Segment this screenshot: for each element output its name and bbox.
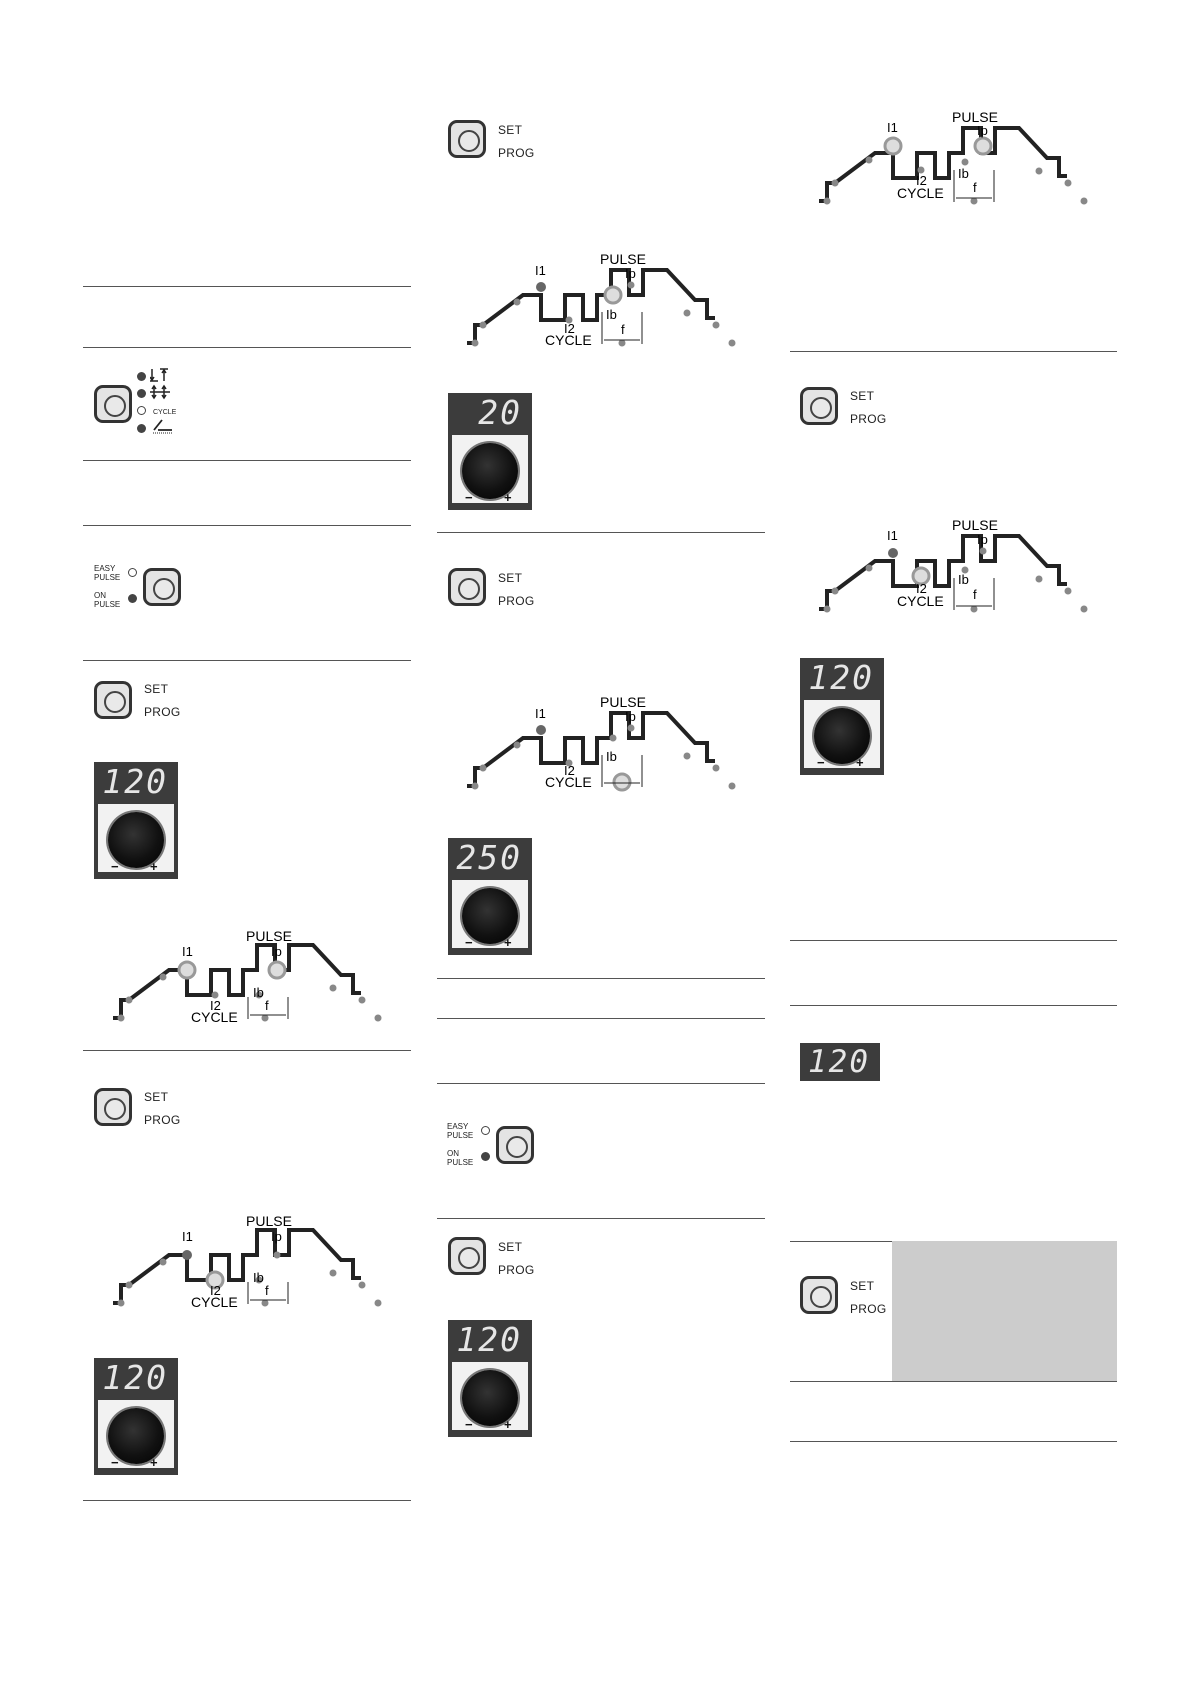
wave-label-ip: Ip [271,1229,282,1244]
set-label: SET [144,682,169,696]
wave-label-f: f [973,180,977,195]
prog-label: PROG [850,412,887,426]
waveform-diagram [814,108,1099,213]
prog-label: PROG [498,1263,535,1277]
digital-display: 250 [448,838,532,878]
trigger-2t-icon [150,367,174,383]
wave-label-i2: I2 [210,1283,221,1298]
set-prog-button[interactable] [448,1237,486,1275]
spot-weld-icon [150,418,174,434]
on-pulse-led [481,1152,490,1161]
pulse-mode-button[interactable] [143,568,181,606]
wave-label-cycle: CYCLE [191,1009,238,1025]
divider [83,286,411,287]
divider [437,1018,765,1019]
wave-label-i2: I2 [564,763,575,778]
digital-display: 120 [800,1043,880,1081]
divider [790,1005,1117,1006]
set-prog-button[interactable] [800,387,838,425]
wave-label-cycle: CYCLE [897,593,944,609]
easy-pulse-label: EASY PULSE [447,1122,474,1140]
minus-label: − [111,1455,119,1470]
point-i1 [885,138,901,154]
on-pulse-led [128,594,137,603]
point-ip [975,138,991,154]
divider [790,351,1117,352]
wave-label-i1: I1 [535,706,546,721]
plus-label: + [504,1417,512,1432]
wave-label-i1: I1 [182,944,193,959]
set-label: SET [850,389,875,403]
divider [83,525,411,526]
mode-led-2t [137,372,146,381]
wave-label-f: f [621,322,625,337]
waveform-diagram [462,693,747,798]
divider [790,940,1117,941]
divider [437,978,765,979]
wave-label-i1: I1 [182,1229,193,1244]
plus-label: + [150,1455,158,1470]
point-i1 [179,962,195,978]
note-box [892,1241,1117,1381]
wave-label-ib: Ib [253,985,264,1000]
prog-label: PROG [850,1302,887,1316]
mode-led-spot [137,424,146,433]
minus-label: − [465,1417,473,1432]
wave-label-ib: Ib [253,1270,264,1285]
plus-label: + [856,755,864,770]
wave-label-pulse: PULSE [952,109,998,125]
wave-label-ib: Ib [958,166,969,181]
digital-display: 120 [448,1320,532,1360]
divider [437,532,765,533]
wave-label-f: f [265,998,269,1013]
divider [83,660,411,661]
divider [83,347,411,348]
wave-label-i2: I2 [564,321,575,336]
set-label: SET [144,1090,169,1104]
on-pulse-label: ON PULSE [94,591,121,609]
wave-label-pulse: PULSE [952,517,998,533]
wave-label-pulse: PULSE [246,928,292,944]
easy-pulse-led [128,568,137,577]
divider [83,1050,411,1051]
wave-label-ip: Ip [625,709,636,724]
wave-label-pulse: PULSE [246,1213,292,1229]
wave-label-i2: I2 [916,581,927,596]
wave-label-cycle: CYCLE [191,1294,238,1310]
wave-label-ip: Ip [977,532,988,547]
digital-display: 20 [448,393,532,433]
wave-label-i1: I1 [887,120,898,135]
wave-label-f: f [265,1283,269,1298]
prog-label: PROG [144,1113,181,1127]
point-i1 [182,1250,192,1260]
wave-label-ip: Ip [977,123,988,138]
wave-label-i1: I1 [535,263,546,278]
wave-label-ib: Ib [606,307,617,322]
digital-display: 120 [94,1358,178,1398]
prog-label: PROG [498,594,535,608]
minus-label: − [111,859,119,874]
divider [83,1500,411,1501]
wave-label-pulse: PULSE [600,251,646,267]
wave-label-f: f [973,587,977,602]
point-ip [269,962,285,978]
wave-label-i2: I2 [916,173,927,188]
set-prog-button[interactable] [448,120,486,158]
set-prog-button[interactable] [448,568,486,606]
digital-display: 120 [94,762,178,802]
divider [437,1218,765,1219]
pulse-mode-button[interactable] [496,1126,534,1164]
set-label: SET [498,1240,523,1254]
digital-display: 120 [800,658,884,698]
set-label: SET [498,571,523,585]
set-prog-button[interactable] [94,681,132,719]
on-pulse-label: ON PULSE [447,1149,474,1167]
waveform-diagram [108,1210,393,1315]
wave-label-cycle: CYCLE [545,332,592,348]
plus-label: + [150,859,158,874]
waveform-diagram [108,925,393,1030]
minus-label: − [817,755,825,770]
trigger-4t-icon [150,384,174,400]
divider [437,1083,765,1084]
set-label: SET [850,1279,875,1293]
point-f [614,774,630,790]
wave-label-ib: Ib [606,749,617,764]
mode-led-cycle [137,406,146,415]
easy-pulse-label: EASY PULSE [94,564,121,582]
wave-label-ip: Ip [625,266,636,281]
wave-label-ib: Ib [958,572,969,587]
point-ib [605,287,621,303]
plus-label: + [504,490,512,505]
divider [83,460,411,461]
wave-label-ip: Ip [271,944,282,959]
set-prog-button[interactable] [800,1276,838,1314]
wave-label-i1: I1 [887,528,898,543]
prog-label: PROG [144,705,181,719]
easy-pulse-led [481,1126,490,1135]
minus-label: − [465,490,473,505]
divider [790,1441,1117,1442]
set-prog-button[interactable] [94,1088,132,1126]
mode-button[interactable] [94,385,132,423]
minus-label: − [465,935,473,950]
waveform-diagram [462,250,747,355]
wave-label-i2: I2 [210,998,221,1013]
wave-label-pulse: PULSE [600,694,646,710]
prog-label: PROG [498,146,535,160]
divider [790,1381,1117,1382]
wave-label-cycle: CYCLE [897,185,944,201]
plus-label: + [504,935,512,950]
mode-led-4t [137,389,146,398]
wave-label-cycle: CYCLE [545,774,592,790]
set-label: SET [498,123,523,137]
cycle-mode-label: CYCLE [153,409,177,416]
waveform-diagram [814,516,1099,621]
